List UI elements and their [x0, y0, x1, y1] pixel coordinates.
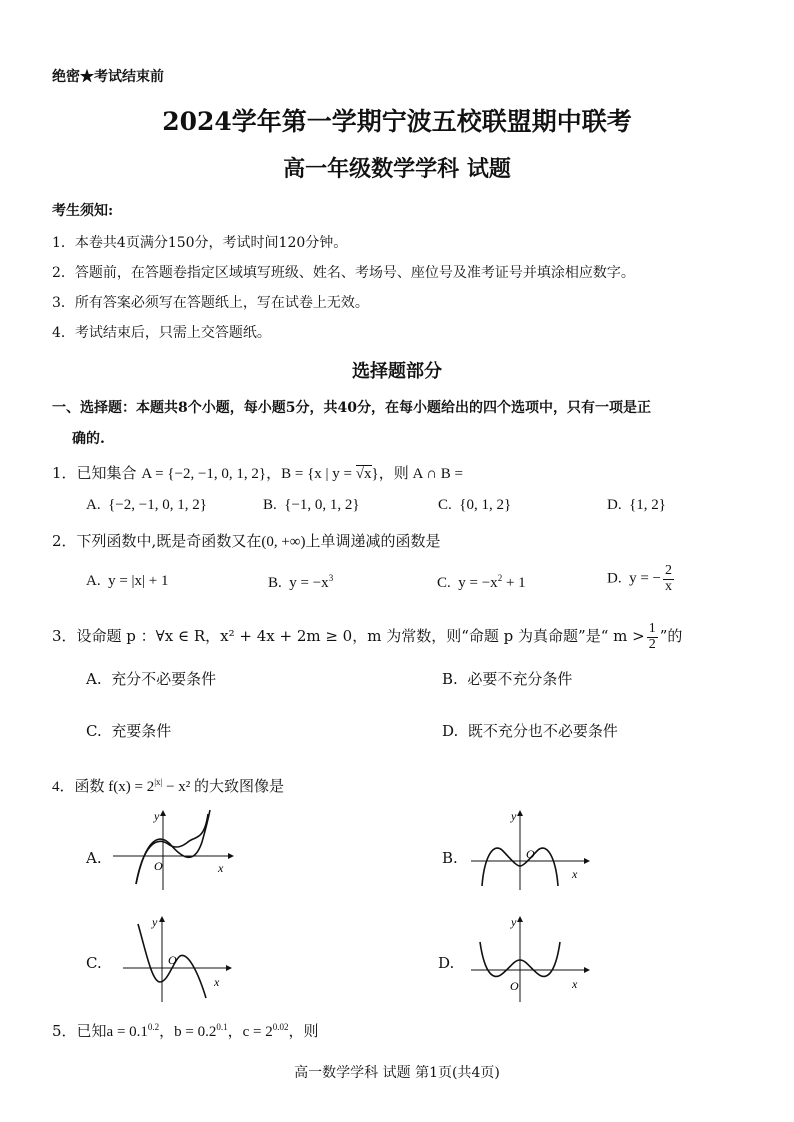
- q2-option-c[interactable]: C. $y = -x^2 + 1$: [437, 573, 526, 591]
- notice-item: 3．所有答案必须写在答题纸上，写在试卷上无效。: [52, 295, 369, 311]
- section-instruction-cont: 确的.: [72, 431, 105, 447]
- question-1-stem: 1．已知集合 A = {−2, −1, 0, 1, 2}，B = {x | y = √x}，则 A ∩ B =: [52, 464, 464, 482]
- secret-mark: 绝密★考试结束前: [52, 69, 164, 85]
- q1-option-a[interactable]: A. {−2, −1, 0, 1, 2}: [86, 497, 207, 513]
- q2-option-b[interactable]: B. $y = -x^3$: [268, 573, 334, 591]
- q4-graph-c[interactable]: [118, 912, 238, 1004]
- q1-option-d[interactable]: D. {1, 2}: [607, 497, 666, 513]
- svg-text:y: y: [152, 915, 158, 929]
- question-3-stem: 3．设命题 p ：∀x ∈ R，x² + 4x + 2m ≥ 0，m 为常数，则“命题 p 为真命题”是“ m > $\frac{1}{2}$ ”的: [52, 621, 683, 652]
- svg-text:O: O: [168, 953, 177, 967]
- svg-text:x: x: [572, 867, 578, 881]
- section-title: 选择题部分: [352, 361, 442, 382]
- notice-heading: 考生须知:: [52, 203, 114, 219]
- q1-option-c[interactable]: C. {0, 1, 2}: [438, 497, 512, 513]
- svg-text:x: x: [572, 977, 578, 991]
- question-2-stem: 2．下列函数中,既是奇函数又在(0, +∞)上单调递减的函数是: [52, 532, 441, 550]
- q3-option-a[interactable]: A. 充分不必要条件: [86, 670, 217, 688]
- exam-subtitle: 高一年级数学学科 试题: [283, 156, 511, 182]
- set-a: A = {−2, −1, 0, 1, 2}: [141, 466, 267, 482]
- q4-graph-b[interactable]: [466, 806, 596, 892]
- notice-item: 2．答题前，在答题卷指定区域填写班级、姓名、考场号、座位号及准考证号并填涂相应数字。: [52, 265, 635, 281]
- sqrt-x: √x: [355, 466, 372, 482]
- question-5-stem: 5．已知$a = 0.1^{0.2}$，$b = 0.2^{0.1}$，$c = 2^{0.02}$，则: [52, 1022, 319, 1040]
- q4-option-b-label[interactable]: B.: [442, 849, 458, 867]
- section-instruction: 一、选择题：本题共8个小题，每小题5分，共40分，在每小题给出的四个选项中，只有一项是正: [52, 400, 651, 416]
- q4-graph-d[interactable]: [466, 912, 596, 1004]
- q4-option-d-label[interactable]: D.: [438, 954, 455, 972]
- svg-text:O: O: [510, 979, 519, 993]
- notice-item: 4．考试结束后，只需上交答题纸。: [52, 325, 271, 341]
- svg-text:x: x: [214, 975, 220, 989]
- q4-option-c-label[interactable]: C.: [86, 954, 102, 972]
- svg-text:y: y: [154, 809, 160, 823]
- q3-option-d[interactable]: D. 既不充分也不必要条件: [442, 722, 618, 740]
- svg-text:O: O: [154, 859, 163, 873]
- page-footer: 高一数学学科 试题 第1页(共4页): [294, 1065, 500, 1081]
- q3-option-b[interactable]: B. 必要不充分条件: [442, 670, 573, 688]
- svg-text:O: O: [526, 847, 535, 861]
- q4-graph-a[interactable]: [108, 806, 238, 892]
- q3-option-c[interactable]: C. 充要条件: [86, 722, 172, 740]
- notice-item: 1．本卷共4页满分150分，考试时间120分钟。: [52, 235, 348, 251]
- q2-option-a[interactable]: A. y = |x| + 1: [86, 573, 169, 589]
- svg-text:x: x: [218, 861, 224, 875]
- question-4-stem: 4．函数 $f(x) = 2^{|x|} - x^2$ 的大致图像是: [52, 777, 285, 795]
- exam-title: 2024学年第一学期宁波五校联盟期中联考: [162, 107, 632, 136]
- q4-option-a-label[interactable]: A.: [86, 849, 102, 867]
- q1-option-b[interactable]: B. {−1, 0, 1, 2}: [263, 497, 360, 513]
- svg-text:y: y: [511, 809, 517, 823]
- svg-text:y: y: [511, 915, 517, 929]
- q2-option-d[interactable]: D. y = − $\frac{2}{x}$: [607, 563, 673, 594]
